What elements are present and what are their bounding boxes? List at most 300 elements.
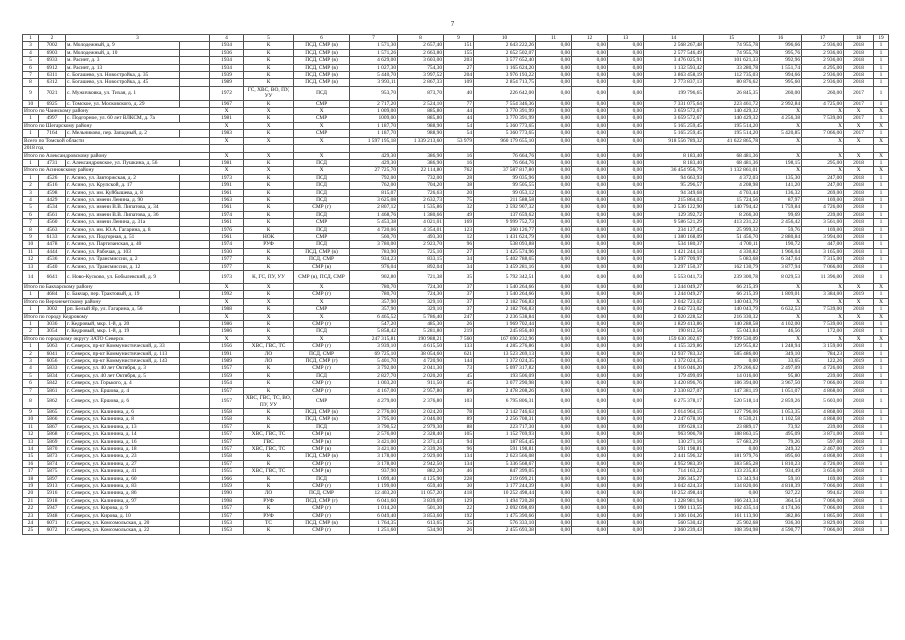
table-cell: 4 167,00 [350,387,398,394]
table-cell: 1 [874,115,889,122]
table-cell: X [802,298,844,305]
table-cell: 190 812,56 [644,328,704,335]
table-cell: X [210,137,244,144]
table-cell: 995,76 [760,49,802,56]
address-cell: г. Кедровый, мкр. 1-й, д. 20 [66,321,180,328]
table-cell: 6 049,40 [350,512,398,519]
table-cell: 1 [874,527,889,534]
table-cell: 0,00 [572,248,608,255]
table-cell: 16 [444,159,474,166]
table-cell [180,475,210,482]
table-cell: 3 871,00 [802,431,844,438]
table-cell: 1 [874,468,889,475]
table-cell [180,233,210,240]
table-cell: X [760,167,802,174]
table-cell: 1 809,01 [760,291,802,298]
table-cell: 1 [874,271,889,284]
table-cell [180,263,210,270]
table-cell: 95,80 [760,372,802,379]
table-cell: 34 [444,263,474,270]
address-cell: с. Подгорное, ул. 60 лет ВЛКСМ, д. 7а [66,115,180,122]
table-cell [180,189,210,196]
address-cell: г. Северск, ул. Кирова, д. 10 [66,512,180,519]
table-cell: 2018 [844,431,874,438]
table-cell: 15 [23,453,39,460]
table-cell: 5916 [39,490,66,497]
table-cell: 4 726,00 [802,365,844,372]
table-cell: 784,23 [802,350,844,357]
table-cell: 1939 [210,72,244,79]
table-row [23,86,889,100]
table-cell: ПСД [294,211,350,218]
table-cell: 0,00 [608,505,644,512]
table-cell: 0,00 [608,527,644,534]
table-cell: 9 586 521,29 [644,219,704,226]
table-cell: 7 [23,72,39,79]
table-row [23,453,889,460]
table-cell: 2 929,00 [398,453,444,460]
table-cell: 1 [874,174,889,181]
table-cell: 1986 [210,328,244,335]
table-cell: 7021 [39,86,66,100]
address-cell: г. Асино, ул. имени Ленина, д. 31а [66,219,180,226]
table-cell: 2018 [844,408,874,415]
table-cell: 1 244 049,27 [644,291,704,298]
table-cell: 10 [23,241,39,248]
table-cell: 234 127,45 [644,226,704,233]
table-cell: 122,26 [802,358,844,365]
table-cell: 25 902,68 [704,520,760,527]
table-cell: 1 [874,343,889,350]
table-cell: 54 [444,130,474,137]
table-cell: 0,00 [572,137,608,144]
table-cell: 239,00 [802,372,844,379]
table-cell: 7 560 [444,335,474,342]
table-cell: 12 [444,233,474,240]
table-cell: 2 577 546,49 [644,49,704,56]
table-cell: 3 178,00 [350,460,398,467]
table-cell: 0,00 [572,64,608,71]
table-cell: 1 [874,431,889,438]
table-cell: 0,00 [536,475,572,482]
table-cell: 8 [23,79,39,86]
table-cell: 1 [874,57,889,64]
table-cell: 4 372,03 [704,174,760,181]
table-cell: 0,00 [536,482,572,489]
table-cell: 0,00 [536,423,572,430]
table-cell: 0,00 [536,313,572,320]
table-cell: 1 [874,219,889,226]
table-cell: 66 215,39 [704,284,760,291]
summary-label: Итого по городу Кедровому [23,313,210,320]
table-cell: 1 431 624,79 [474,233,536,240]
table-cell: 4478 [39,241,66,248]
table-cell: 7 539,00 [802,306,844,313]
table-cell: 3 994,00 [802,233,844,240]
table-cell: 0,00 [536,219,572,226]
table-cell: X [802,335,844,342]
table-cell: 0,00 [608,271,644,284]
table-cell: 2018 [844,321,874,328]
table-cell: 2 236 538,84 [474,313,536,320]
address-cell: рп. Белый Яр, ул. Гагарина, д. 56 [66,306,180,313]
table-cell: 0,00 [536,122,572,129]
table-cell: 69 725,10 [350,350,398,357]
table-cell: 2018 [844,219,874,226]
table-cell [180,241,210,248]
table-cell: СМР (в) [294,468,350,475]
header-cell: 3 [66,35,210,42]
table-cell: 1 027,30 [350,64,398,71]
table-cell: 5 [23,57,39,64]
table-row [23,438,889,445]
table-cell: 0,00 [572,182,608,189]
table-cell: 172,00 [802,328,844,335]
table-cell: X [844,108,874,115]
table-cell: 1 [874,505,889,512]
table-cell: 0,00 [536,365,572,372]
table-cell: 4 703,44 [704,189,760,196]
table-cell: 0,00 [572,108,608,115]
table-cell: 882,20 [398,468,444,475]
table-cell: 2 042 723,02 [644,306,704,313]
table-cell: 1 [874,256,889,263]
table-cell: К [244,306,294,313]
table-cell: 1 969 702,44 [474,321,536,328]
table-cell [398,145,444,152]
table-cell: СМР (г) [294,527,350,534]
table-cell: 1 248,94 [760,343,802,350]
table-cell: 38 [444,182,474,189]
table-cell: 99,69 [760,211,802,218]
table-cell [180,256,210,263]
table-cell: 0,00 [704,490,760,497]
table-cell: 1 810,23 [760,460,802,467]
table-cell [874,145,889,152]
header-cell: 16 [760,35,802,42]
table-cell [180,431,210,438]
table-cell: 0,00 [572,512,608,519]
table-cell: 4 720,90 [398,358,444,365]
table-cell [180,527,210,534]
header-cell: 2 [39,35,66,42]
table-cell: 3 577 652,40 [474,57,536,64]
table-cell [180,328,210,335]
table-cell: 4516 [39,182,66,189]
table-cell: 7 539,00 [802,321,844,328]
table-cell: 2018 [844,189,874,196]
table-cell: ПСД [294,196,350,203]
table-cell: 0,00 [608,241,644,248]
table-cell: 5868 [39,431,66,438]
table-cell: 0,00 [536,291,572,298]
table-cell: 1 009,00 [350,108,398,115]
table-cell: 5947 [39,505,66,512]
table-cell: 16 [23,460,39,467]
table-cell: 0,00 [572,72,608,79]
table-cell: 0,00 [608,256,644,263]
table-cell: 130 271,16 [644,438,704,445]
table-cell: 659,40 [398,482,444,489]
table-cell: 11 396,00 [802,271,844,284]
table-cell: 26 [444,527,474,534]
table-cell: 0,00 [572,100,608,107]
table-cell [180,445,210,452]
table-cell: 2017 [844,130,874,137]
table-cell: 2018 [844,233,874,240]
table-cell [180,42,210,49]
table-cell: 0,00 [704,445,760,452]
table-cell: 1 540 264,66 [474,291,536,298]
table-cell: 7 066,00 [802,263,844,270]
table-cell: 2018 [844,475,874,482]
table-cell: 0,00 [536,328,572,335]
table-cell: 1009,00 [350,115,398,122]
table-cell: 3 165,00 [802,248,844,255]
table-cell: 2018 [844,365,874,372]
table-cell: 0,00 [608,86,644,100]
header-cell: 9 [444,35,474,42]
table-cell: 2 441 596,32 [644,453,704,460]
table-cell: ПСД [294,423,350,430]
table-cell: 1 187,70 [350,130,398,137]
table-cell: 0,00 [572,416,608,423]
table-cell: 6072 [39,527,66,534]
table-cell: 382,86 [760,512,802,519]
table-cell: X [802,284,844,291]
table-cell: 1957 [210,460,244,467]
table-cell: 3 [23,189,39,196]
header-cell: 1 [23,35,39,42]
table-cell: СМР (г) [294,460,350,467]
table-cell: 0,00 [608,72,644,79]
table-cell: 547,20 [350,321,398,328]
table-cell: 1 099,40 [350,475,398,482]
table-cell: X [760,108,802,115]
table-cell: 1991 [210,350,244,357]
table-cell: 33,65 [760,358,802,365]
table-cell: 7 066,00 [802,505,844,512]
table-cell: 2 643 222,26 [474,42,536,49]
table-cell: 1 421 244,14 [644,248,704,255]
table-cell: X [874,313,889,320]
address-cell: с. Мельниково, пер. Западный, д. 2 [66,130,180,137]
table-cell: 1 [874,490,889,497]
table-cell: К [244,263,294,270]
table-cell: 2018 [844,497,874,504]
table-cell: 129 392,72 [644,211,704,218]
table-cell: 13 [23,438,39,445]
table-cell: 36 454 956,79 [644,167,704,174]
table-row [23,328,889,335]
table-cell: 192 [444,512,474,519]
table-cell: 0,00 [608,64,644,71]
table-cell: 3 792,00 [350,365,398,372]
table-cell: 74 955,78 [704,42,760,49]
address-cell: г. Северск, ул. Калинина, д. 83 [66,482,180,489]
table-cell: 53 979 [444,137,474,144]
table-cell: X [294,137,350,144]
table-cell: 2 330 827,07 [644,387,704,394]
table-cell: 0,00 [572,453,608,460]
table-cell: 329,10 [398,306,444,313]
table-cell: 2018 [844,182,874,189]
summary-row [23,284,889,291]
table-cell: РУФ [244,512,294,519]
table-cell: СМР (г) [294,512,350,519]
table-cell [180,395,210,409]
summary-row [23,335,889,342]
table-cell: 2018 [844,468,874,475]
table-cell: 0,00 [536,445,572,452]
table-cell [180,86,210,100]
table-cell: 1 [874,42,889,49]
table-cell: 0,00 [536,100,572,107]
table-cell: 0,00 [536,306,572,313]
table-cell: 1998 [210,497,244,504]
table-cell: 724,30 [398,284,444,291]
table-cell [180,497,210,504]
table-cell: 5866 [39,416,66,423]
table-cell [180,372,210,379]
table-cell: 2 880,84 [760,233,802,240]
table-cell: 4 256,38 [760,115,802,122]
address-cell: м. Расинт, д. 13 [66,64,180,71]
table-cell: 144 [444,358,474,365]
table-cell: 1930 [210,248,244,255]
table-cell: 1 [874,512,889,519]
table-row [23,226,889,233]
table-cell: 77 [444,100,474,107]
table-cell: 0,00 [536,271,572,284]
table-cell: 386,90 [398,152,444,159]
table-cell: СМР [294,219,350,226]
table-cell: 2 360 239,43 [644,527,704,534]
table-cell: ХВС, ГВС, ТС, ВО, ПУ, УУ [244,395,294,409]
table-cell [180,174,210,181]
table-cell: 1 535,86 [398,204,444,211]
table-cell: 754,30 [398,64,444,71]
table-cell: 0,00 [536,372,572,379]
table-cell: 0,00 [608,100,644,107]
table-cell: 1991 [210,182,244,189]
table-cell: 2 256 708,31 [474,416,536,423]
table-cell: 0,00 [608,468,644,475]
table-cell: 3 839,69 [398,497,444,504]
table-cell: К [244,505,294,512]
table-cell: 2 456,42 [760,219,802,226]
table-cell: 383 585,28 [704,460,760,467]
table-cell: 2018 [844,159,874,166]
table-cell: 1 [874,233,889,240]
table-cell: 0,00 [608,372,644,379]
table-cell: 223 717,30 [474,423,536,430]
table-cell: 5063 [39,343,66,350]
table-cell: 1959 [210,482,244,489]
table-cell: 3 863 458,19 [644,72,704,79]
table-cell: 4 295,00 [802,64,844,71]
table-cell: 2018 [844,460,874,467]
table-cell: 1 372 024,35 [474,358,536,365]
table-cell: 6903 [39,49,66,56]
table-row [23,219,889,226]
table-cell: 1934 [210,64,244,71]
table-cell: 5 402 788,65 [474,256,536,263]
table-cell: 51 456,70 [704,233,760,240]
table-cell [180,115,210,122]
table-cell: ПСД, СМР (в) [294,520,350,527]
table-cell [180,79,210,86]
table-cell: СМР [294,115,350,122]
table-cell: X [244,313,294,320]
table-cell: 1 [874,189,889,196]
table-cell: 0,00 [572,380,608,387]
table-cell: 169,00 [802,475,844,482]
table-cell: 833,15 [398,256,444,263]
table-cell: 5 [23,372,39,379]
table-cell: 0,00 [536,72,572,79]
table-cell: 8 266,30 [704,211,760,218]
table-cell: 0,00 [536,527,572,534]
table-cell: 0,00 [536,211,572,218]
table-cell: 3 993,11 [350,79,398,86]
table-cell: 994,66 [760,72,802,79]
table-cell: 169,00 [802,196,844,203]
table-cell [180,204,210,211]
table-cell: 0,00 [536,358,572,365]
table-cell: 0,00 [608,445,644,452]
table-cell: 23 [23,512,39,519]
table-cell: 4 102,00 [760,321,802,328]
table-cell: 16 [444,152,474,159]
table-cell: 2 776,00 [350,408,398,415]
table-cell: 17 [23,468,39,475]
table-cell: ПСД [294,189,350,196]
table-cell: 0,00 [536,233,572,240]
table-cell: 4 354,01 [398,226,444,233]
table-cell: 5865 [39,408,66,415]
table-cell: 27 [444,64,474,71]
table-cell: 2 979,30 [398,423,444,430]
table-cell: 0,00 [608,233,644,240]
table-cell: 0,00 [608,512,644,519]
table-cell: 7 315,00 [802,256,844,263]
table-cell [180,100,210,107]
table-cell: 1 571,30 [350,42,398,49]
table-cell: 1 829 413,86 [644,321,704,328]
table-cell: 37 587 817,80 [474,167,536,174]
table-row [23,416,889,423]
table-cell: 28 [444,174,474,181]
table-cell [180,416,210,423]
table-cell: 1 [23,130,39,137]
table-cell: 2 [23,328,39,335]
address-cell: г. Северск, ул. Калинина, д. 13 [66,423,180,430]
table-cell: 41 622 865,78 [704,137,760,144]
table-cell: 140 429,32 [704,108,760,115]
table-cell [180,468,210,475]
table-cell: 3 770 391,99 [474,108,536,115]
table-cell: 4 952 983,39 [644,460,704,467]
table-cell: 1 865,00 [802,512,844,519]
table-cell: 2 092 098,69 [474,505,536,512]
table-cell: 0,00 [572,490,608,497]
table-row [23,211,889,218]
table-cell: X [874,167,889,174]
table-cell: 0,00 [572,196,608,203]
table-cell: 2018 [844,72,874,79]
table-cell: 260 126,77 [474,226,536,233]
